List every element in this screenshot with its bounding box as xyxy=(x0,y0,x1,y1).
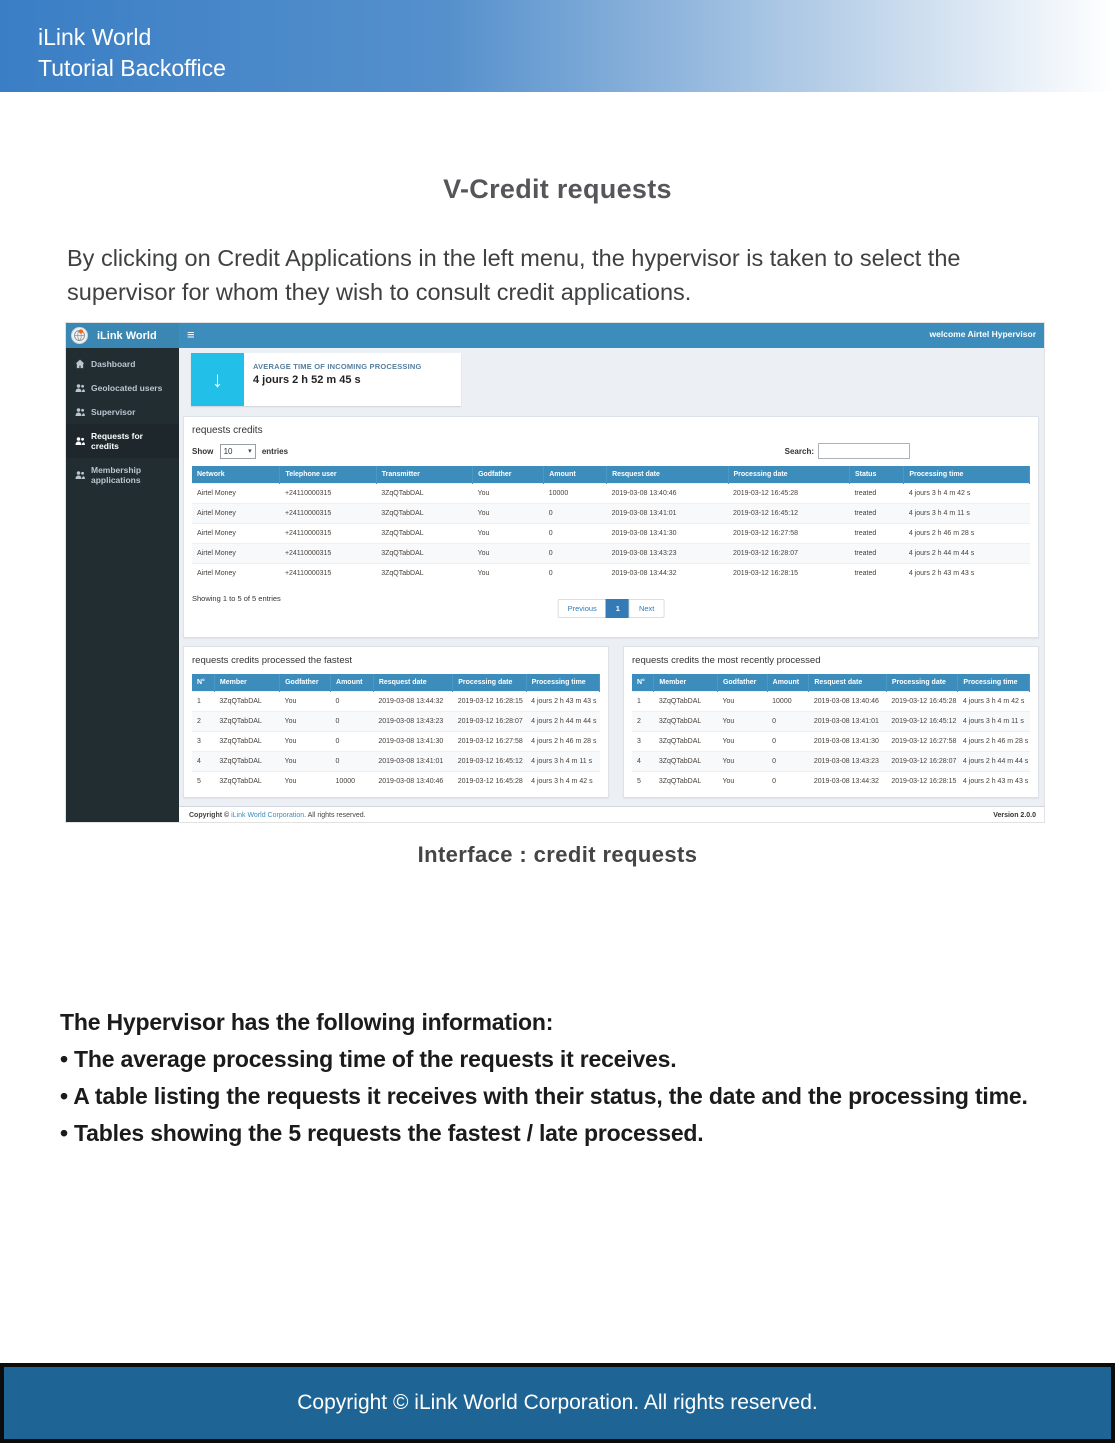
table-cell: 2019-03-08 13:41:30 xyxy=(607,524,728,544)
table-cell: 2019-03-12 16:45:12 xyxy=(728,504,849,524)
search-input[interactable] xyxy=(818,443,910,459)
page-size-select[interactable] xyxy=(220,444,256,459)
table-cell: +24110000315 xyxy=(280,524,376,544)
column-header[interactable]: Processing date xyxy=(886,674,958,692)
users-icon xyxy=(75,470,85,480)
fastest-requests-panel xyxy=(183,646,609,798)
table-cell: 2019-03-12 16:27:58 xyxy=(886,732,958,752)
table-cell: 10000 xyxy=(331,772,374,792)
infobox-label: AVERAGE TIME OF INCOMING PROCESSING xyxy=(253,362,422,371)
previous-page-button[interactable]: Previous xyxy=(558,599,607,618)
table-cell: 0 xyxy=(544,544,607,564)
table-cell: 3ZqQTabDAL xyxy=(654,692,718,712)
app-brand-label: iLink World xyxy=(97,329,157,342)
globe-pin-logo-icon xyxy=(71,327,88,344)
table-cell: 0 xyxy=(767,772,809,792)
corporation-link[interactable]: iLink World Corporation xyxy=(231,812,305,819)
column-header[interactable]: Processing time xyxy=(526,674,599,692)
column-header[interactable]: Godfather xyxy=(473,466,544,484)
table-row xyxy=(632,692,1030,712)
table-cell: 3ZqQTabDAL xyxy=(376,484,472,504)
table-cell: 2019-03-08 13:41:01 xyxy=(373,752,452,772)
hamburger-menu-icon[interactable]: ≡ xyxy=(187,327,195,342)
table-cell: 3ZqQTabDAL xyxy=(654,772,718,792)
table-cell: 3ZqQTabDAL xyxy=(214,712,279,732)
info-list xyxy=(60,1004,1070,1152)
app-content xyxy=(179,348,1045,823)
users-icon xyxy=(75,436,85,446)
info-list-item: • A table listing the requests it receives with their status, the date and the processing time. xyxy=(60,1083,1028,1109)
table-cell: 2019-03-08 13:44:32 xyxy=(607,564,728,584)
table-cell: 4 jours 3 h 4 m 11 s xyxy=(958,712,1030,732)
column-header[interactable]: N° xyxy=(192,674,214,692)
table-cell: You xyxy=(280,712,331,732)
copyright-suffix: . All rights reserved. xyxy=(304,812,366,819)
page-footer xyxy=(0,1363,1115,1443)
table-cell: 2019-03-08 13:44:32 xyxy=(809,772,887,792)
table-cell: 10000 xyxy=(544,484,607,504)
table-cell: 3ZqQTabDAL xyxy=(214,752,279,772)
table-row xyxy=(632,712,1030,732)
requests-credits-table xyxy=(192,466,1030,583)
table-cell: 1 xyxy=(192,692,214,712)
table-cell: treated xyxy=(849,504,903,524)
table-cell: 2019-03-12 16:28:07 xyxy=(453,712,526,732)
table-cell: You xyxy=(280,772,331,792)
column-header[interactable]: Amount xyxy=(331,674,374,692)
average-time-infobox xyxy=(191,353,461,406)
table-cell: 4 jours 3 h 4 m 11 s xyxy=(904,504,1030,524)
app-footer xyxy=(179,806,1045,823)
table-cell: 2019-03-08 13:41:30 xyxy=(809,732,887,752)
table-cell: 4 jours 2 h 44 m 44 s xyxy=(958,752,1030,772)
table-cell: 0 xyxy=(331,732,374,752)
table-cell: You xyxy=(473,524,544,544)
table-cell: 3ZqQTabDAL xyxy=(654,732,718,752)
table-cell: You xyxy=(717,712,767,732)
table-cell: 3ZqQTabDAL xyxy=(654,712,718,732)
table-cell: 3ZqQTabDAL xyxy=(214,692,279,712)
document-header-line1: iLink World xyxy=(38,24,152,50)
table-cell: 5 xyxy=(632,772,654,792)
table-cell: 2019-03-08 13:41:01 xyxy=(809,712,887,732)
column-header[interactable]: Godfather xyxy=(280,674,331,692)
info-list-item: • The average processing time of the requests it receives. xyxy=(60,1046,677,1072)
table-row xyxy=(192,524,1030,544)
table-cell: +24110000315 xyxy=(280,544,376,564)
app-screenshot xyxy=(65,322,1045,823)
table-cell: 0 xyxy=(544,504,607,524)
table-cell: You xyxy=(473,544,544,564)
table-cell: 4 jours 3 h 4 m 11 s xyxy=(526,752,599,772)
table-cell: 3ZqQTabDAL xyxy=(654,752,718,772)
table-cell: 4 jours 2 h 46 m 28 s xyxy=(526,732,599,752)
search-control xyxy=(785,443,910,459)
table-cell: 2019-03-08 13:43:23 xyxy=(809,752,887,772)
down-arrow-icon: ↓ xyxy=(191,353,244,406)
table-cell: 3ZqQTabDAL xyxy=(214,772,279,792)
table-cell: You xyxy=(280,692,331,712)
sidebar-item-membership-applications[interactable] xyxy=(66,458,179,492)
table-cell: You xyxy=(473,484,544,504)
table-cell: 0 xyxy=(544,524,607,544)
column-header[interactable]: Processing date xyxy=(728,466,849,484)
sidebar-item-label: Requests for credits xyxy=(91,431,143,451)
table-cell: 4 jours 2 h 43 m 43 s xyxy=(904,564,1030,584)
page-size-value: 10 xyxy=(223,446,233,456)
table-row xyxy=(632,752,1030,772)
table-cell: 4 jours 3 h 4 m 42 s xyxy=(904,484,1030,504)
table-cell: 2019-03-08 13:40:46 xyxy=(373,772,452,792)
table-cell: +24110000315 xyxy=(280,484,376,504)
sidebar-item-supervisor[interactable] xyxy=(66,400,179,424)
panel-title: requests credits xyxy=(192,425,263,436)
table-cell: Airtel Money xyxy=(192,484,280,504)
table-cell: 10000 xyxy=(767,692,809,712)
table-cell: 4 jours 2 h 46 m 28 s xyxy=(958,732,1030,752)
table-row xyxy=(632,772,1030,792)
table-cell: 4 jours 2 h 46 m 28 s xyxy=(904,524,1030,544)
table-cell: You xyxy=(717,732,767,752)
table-cell: 2019-03-12 16:45:12 xyxy=(453,752,526,772)
column-header[interactable]: Resquest date xyxy=(809,674,887,692)
table-row xyxy=(192,692,600,712)
requests-credits-panel xyxy=(183,416,1039,638)
column-header[interactable]: N° xyxy=(632,674,654,692)
table-cell: 0 xyxy=(331,692,374,712)
column-header[interactable]: Amount xyxy=(767,674,809,692)
table-cell: 2019-03-12 16:27:58 xyxy=(453,732,526,752)
table-cell: 4 xyxy=(192,752,214,772)
recent-requests-panel xyxy=(623,646,1039,798)
table-cell: 0 xyxy=(331,712,374,732)
copyright-prefix: Copyright © xyxy=(189,812,232,819)
table-cell: treated xyxy=(849,484,903,504)
fastest-requests-table xyxy=(192,674,600,791)
table-cell: 4 jours 2 h 43 m 43 s xyxy=(958,772,1030,792)
sidebar-item-dashboard[interactable] xyxy=(66,352,179,376)
column-header[interactable]: Status xyxy=(849,466,903,484)
table-cell: 1 xyxy=(632,692,654,712)
table-cell: 2019-03-08 13:41:01 xyxy=(607,504,728,524)
next-page-button[interactable]: Next xyxy=(629,599,664,618)
table-cell: 3ZqQTabDAL xyxy=(376,564,472,584)
table-cell: 2019-03-08 13:44:32 xyxy=(373,692,452,712)
table-cell: You xyxy=(473,564,544,584)
version-label: Version 2.0.0 xyxy=(993,812,1036,819)
showing-entries-label: Showing 1 to 5 of 5 entries xyxy=(192,594,281,603)
table-cell: Airtel Money xyxy=(192,524,280,544)
table-cell: 2 xyxy=(192,712,214,732)
users-icon xyxy=(75,383,85,393)
welcome-user-label: welcome Airtel Hypervisor xyxy=(929,329,1036,339)
table-cell: 2019-03-12 16:45:28 xyxy=(453,772,526,792)
column-header[interactable]: Processing time xyxy=(958,674,1030,692)
table-cell: You xyxy=(473,504,544,524)
table-cell: 3 xyxy=(192,732,214,752)
sidebar-item-geolocated-users[interactable] xyxy=(66,376,179,400)
column-header[interactable]: Godfather xyxy=(717,674,767,692)
panel-title: requests credits the most recently processed xyxy=(632,655,821,666)
table-cell: 3 xyxy=(632,732,654,752)
column-header[interactable]: Resquest date xyxy=(607,466,728,484)
app-navbar xyxy=(66,323,1044,348)
table-cell: 4 jours 3 h 4 m 42 s xyxy=(526,772,599,792)
sidebar-item-label: Membership applications xyxy=(91,465,142,485)
sidebar-item-label: Supervisor xyxy=(91,407,136,417)
table-cell: +24110000315 xyxy=(280,564,376,584)
show-label: Show xyxy=(192,446,214,456)
table-cell: 4 jours 3 h 4 m 42 s xyxy=(958,692,1030,712)
table-cell: 5 xyxy=(192,772,214,792)
table-cell: treated xyxy=(849,564,903,584)
table-cell: 2019-03-12 16:45:28 xyxy=(728,484,849,504)
table-cell: You xyxy=(717,692,767,712)
table-row xyxy=(192,544,1030,564)
intro-paragraph: By clicking on Credit Applications in the left menu, the hypervisor is taken to select the supervisor for whom they wish to consult credit applications. xyxy=(67,245,961,305)
table-cell: 4 jours 2 h 43 m 43 s xyxy=(526,692,599,712)
table-cell: 0 xyxy=(767,732,809,752)
page-1-button[interactable]: 1 xyxy=(606,599,630,618)
column-header[interactable]: Transmitter xyxy=(376,466,472,484)
dashboard-icon xyxy=(75,359,85,369)
table-cell: Airtel Money xyxy=(192,544,280,564)
table-cell: 2019-03-08 13:41:30 xyxy=(373,732,452,752)
column-header[interactable]: Member xyxy=(214,674,279,692)
table-cell: 2019-03-12 16:45:12 xyxy=(886,712,958,732)
sidebar-item-label: Geolocated users xyxy=(91,383,163,393)
table-cell: 2019-03-12 16:28:07 xyxy=(728,544,849,564)
sidebar xyxy=(66,348,179,823)
table-row xyxy=(192,712,600,732)
table-cell: 2019-03-12 16:28:15 xyxy=(728,564,849,584)
page-size-control xyxy=(192,444,288,459)
recent-requests-table xyxy=(632,674,1030,791)
chevron-down-icon: ▾ xyxy=(248,448,252,455)
table-cell: 3ZqQTabDAL xyxy=(376,524,472,544)
column-header[interactable]: Resquest date xyxy=(373,674,452,692)
table-cell: treated xyxy=(849,544,903,564)
table-cell: 2019-03-08 13:40:46 xyxy=(809,692,887,712)
table-cell: 2019-03-08 13:43:23 xyxy=(607,544,728,564)
page-footer-text: Copyright © iLink World Corporation. All rights reserved. xyxy=(297,1391,818,1414)
table-cell: 2019-03-08 13:40:46 xyxy=(607,484,728,504)
infobox-value: 4 jours 2 h 52 m 45 s xyxy=(253,374,361,386)
column-header[interactable]: Processing date xyxy=(453,674,526,692)
page-title: V-Credit requests xyxy=(443,174,672,204)
table-cell: 2019-03-08 13:43:23 xyxy=(373,712,452,732)
table-cell: 2019-03-12 16:28:07 xyxy=(886,752,958,772)
table-row xyxy=(192,732,600,752)
column-header[interactable]: Processing time xyxy=(904,466,1030,484)
column-header[interactable]: Amount xyxy=(544,466,607,484)
column-header[interactable]: Member xyxy=(654,674,718,692)
table-cell: treated xyxy=(849,524,903,544)
users-icon xyxy=(75,407,85,417)
table-row xyxy=(192,484,1030,504)
table-cell: You xyxy=(717,772,767,792)
table-cell: You xyxy=(280,752,331,772)
table-cell: 4 xyxy=(632,752,654,772)
table-cell: 4 jours 2 h 44 m 44 s xyxy=(904,544,1030,564)
table-cell: 2019-03-12 16:28:15 xyxy=(886,772,958,792)
table-cell: 2019-03-12 16:28:15 xyxy=(453,692,526,712)
table-row xyxy=(632,732,1030,752)
figure-caption: Interface : credit requests xyxy=(417,842,698,867)
table-cell: Airtel Money xyxy=(192,504,280,524)
table-row xyxy=(192,772,600,792)
table-row xyxy=(192,504,1030,524)
table-cell: 3ZqQTabDAL xyxy=(376,504,472,524)
table-cell: 2 xyxy=(632,712,654,732)
app-brand[interactable] xyxy=(66,323,179,348)
table-cell: 2019-03-12 16:27:58 xyxy=(728,524,849,544)
table-row xyxy=(192,752,600,772)
sidebar-item-requests-for-credits[interactable] xyxy=(66,424,179,458)
info-list-heading: The Hypervisor has the following information: xyxy=(60,1009,554,1035)
table-cell: You xyxy=(717,752,767,772)
table-cell: 2019-03-12 16:45:28 xyxy=(886,692,958,712)
table-cell: 0 xyxy=(544,564,607,584)
document-header-line2: Tutorial Backoffice xyxy=(38,55,226,81)
sidebar-item-label: Dashboard xyxy=(91,359,136,369)
info-list-item: • Tables showing the 5 requests the fastest / late processed. xyxy=(60,1120,704,1146)
table-cell: Airtel Money xyxy=(192,564,280,584)
table-cell: 3ZqQTabDAL xyxy=(376,544,472,564)
table-cell: You xyxy=(280,732,331,752)
document-header xyxy=(0,0,1115,92)
column-header[interactable]: Network xyxy=(192,466,280,484)
entries-label: entries xyxy=(261,446,289,456)
table-cell: 0 xyxy=(767,712,809,732)
search-label: Search: xyxy=(784,446,814,456)
column-header[interactable]: Telephone user xyxy=(280,466,376,484)
pagination xyxy=(558,599,665,618)
table-cell: 4 jours 2 h 44 m 44 s xyxy=(526,712,599,732)
table-cell: +24110000315 xyxy=(280,504,376,524)
table-cell: 0 xyxy=(331,752,374,772)
panel-title: requests credits processed the fastest xyxy=(192,655,352,666)
table-cell: 0 xyxy=(767,752,809,772)
table-row xyxy=(192,564,1030,584)
table-cell: 3ZqQTabDAL xyxy=(214,732,279,752)
